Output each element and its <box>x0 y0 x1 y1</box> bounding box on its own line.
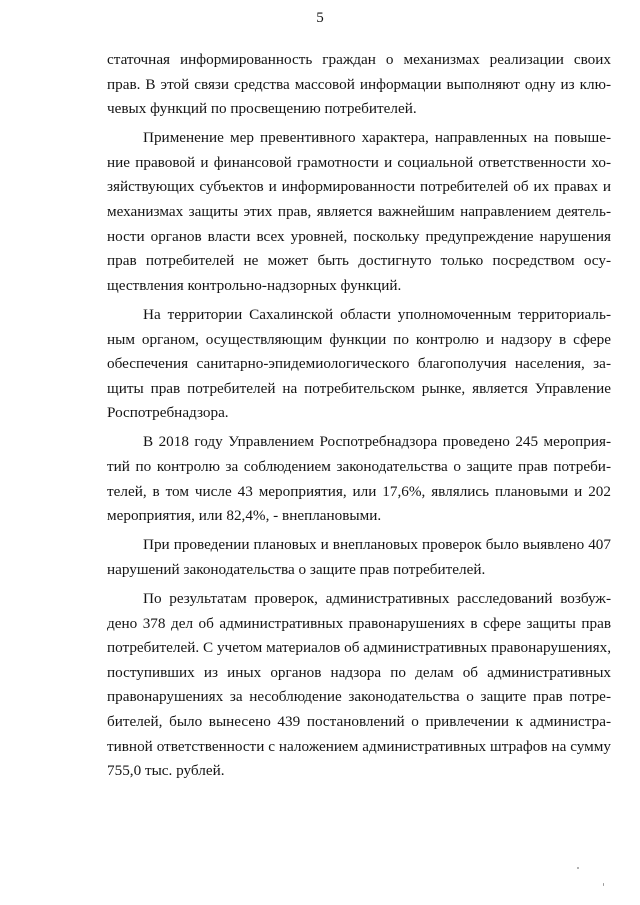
paragraph-3: На территории Сахалинской области уполномоченным территориальным органом, осуществляющим функции по контролю и надзору в сфере обеспечения санитарно-эпидемиологического благополучия населения, защиты прав потребителей на потребительском рынке, является Управление Роспотребнадзора. <box>107 305 611 422</box>
paragraph-2: Применение мер превентивного характера, направленных на повышение правовой и финансовой грамотности и социальной ответственности хозяйствующих субъектов и информированности потребителей об их правах и механизмах защиты этих прав, является важнейшим направлением деятельности органов власти всех уровней, поскольку предупреждение нарушения прав потребителей не может быть достигнуто только посредством осуществления контрольно-надзорных функций. <box>107 129 611 294</box>
paragraph-4: В 2018 году Управлением Роспотребнадзора проведено 245 мероприятий по контролю за соблюдением законодательства о защите прав потребителей, в том числе 43 мероприятия, или 17,6%, являлись плановыми и 202 мероприятия, или 82,4%, - внеплановыми. <box>107 433 611 525</box>
body-text <box>107 48 611 784</box>
page-number: 5 <box>316 10 324 26</box>
paragraph-1: статочная информированность граждан о механизмах реализации своих прав. В этой связи средства массовой информации выполняют одну из ключевых функций по просвещению потребителей. <box>107 51 611 118</box>
scan-speck-mark <box>603 883 604 886</box>
paragraph-6: По результатам проверок, административных расследований возбуждено 378 дел об административных правонарушениях в сфере защиты прав потребителей. С учетом материалов об административных правонарушениях, поступивших из иных органов надзора по делам об административных правонарушениях за несоблюдение законодательства о защите прав потребителей, было вынесено 439 постановлений о привлечении к административной ответственности с наложением административных штрафов на сумму 755,0 тыс. рублей. <box>107 589 611 780</box>
scan-speck-mark <box>577 867 579 869</box>
paragraph-5: При проведении плановых и внеплановых проверок было выявлено 407 нарушений законодательства о защите прав потребителей. <box>107 536 611 578</box>
